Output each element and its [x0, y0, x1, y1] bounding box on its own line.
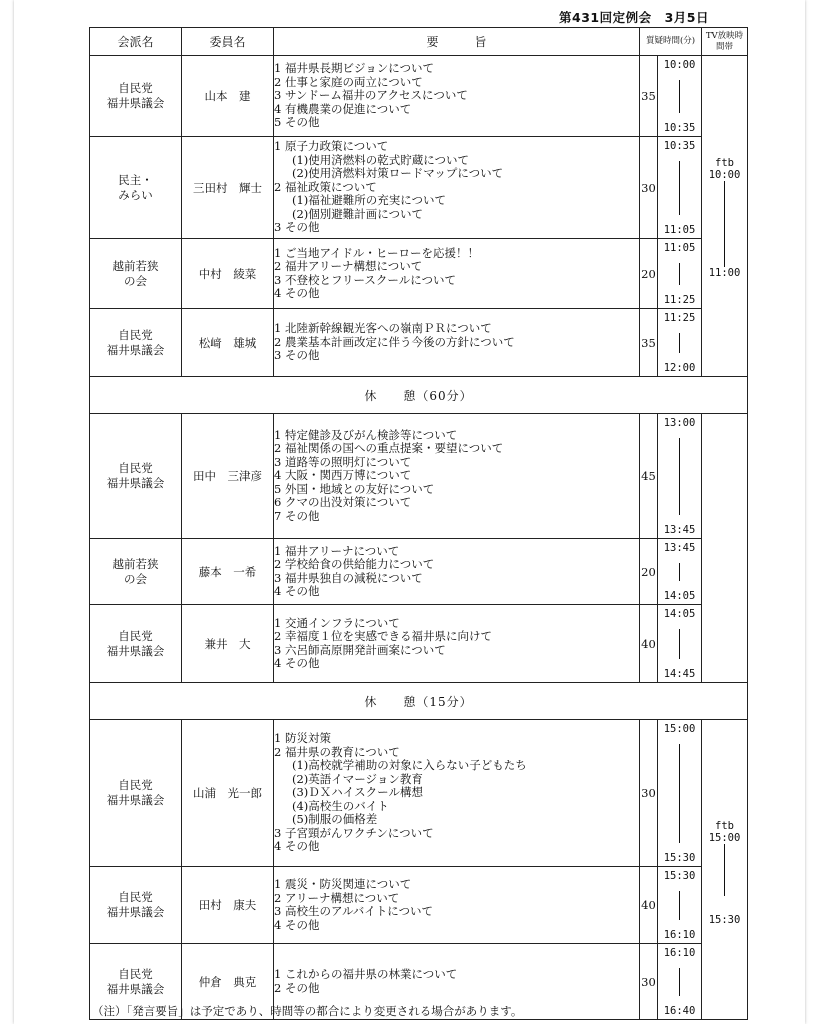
- end-time: 13:45: [663, 523, 696, 536]
- summary-item: (4)高校生のバイト: [292, 798, 389, 813]
- member-name: 三田村 輝士: [182, 137, 274, 239]
- duration-line: [679, 563, 680, 581]
- table-row: [90, 720, 748, 867]
- schedule-body: [90, 56, 748, 1020]
- faction-name: 自民党: [118, 966, 153, 981]
- start-time: 10:35: [663, 139, 696, 152]
- summary-item: 2 仕事と家庭の両立について: [274, 74, 423, 89]
- summary-item: 2 福祉関係の国への重点提案・要望について: [274, 441, 504, 456]
- tv-line: [724, 181, 725, 267]
- duration-line: [679, 80, 680, 113]
- faction-cell: [90, 720, 182, 867]
- tv-channel: ftb: [715, 157, 734, 169]
- summary-item: (5)制服の価格差: [292, 812, 378, 827]
- minutes-value: 35: [640, 56, 658, 137]
- summary-item: (3)ＤＸハイスクール構想: [292, 785, 423, 800]
- minutes-value: 30: [640, 944, 658, 1020]
- time-range: [658, 414, 702, 539]
- duration-line: [679, 891, 680, 920]
- time-range: [658, 539, 702, 605]
- start-time: 11:25: [663, 311, 696, 324]
- end-time: 16:40: [663, 1004, 696, 1017]
- header-faction: 会派名: [90, 28, 182, 56]
- summary-cell: [274, 720, 640, 867]
- faction-name: みらい: [118, 187, 153, 202]
- faction-name: 福井県議会: [106, 643, 165, 658]
- member-name: 山浦 光一郎: [182, 720, 274, 867]
- summary-item: (1)使用済燃料の乾式貯蔵について: [292, 152, 470, 167]
- duration-line: [679, 333, 680, 353]
- faction-cell: [90, 137, 182, 239]
- faction-name: 福井県議会: [106, 476, 165, 490]
- minutes-value: 20: [640, 539, 658, 605]
- faction-name: 自民党: [118, 778, 153, 792]
- start-time: 15:30: [663, 869, 696, 882]
- faction-name: 福井県議会: [106, 981, 165, 996]
- start-time: 14:05: [663, 607, 696, 620]
- summary-item: 1 北陸新幹線観光客への嶺南ＰＲについて: [274, 321, 492, 336]
- minutes-value: 30: [640, 137, 658, 239]
- tv-start: 15:00: [708, 831, 741, 844]
- end-time: 16:10: [663, 928, 696, 941]
- break-label: 休 憩（15分）: [90, 683, 748, 720]
- duration-line: [679, 629, 680, 659]
- table-row: [90, 309, 748, 377]
- summary-item: 7 その他: [274, 508, 320, 523]
- break-row: [90, 377, 748, 414]
- faction-cell: [90, 539, 182, 605]
- faction-name: 自民党: [118, 461, 153, 475]
- table-row: [90, 539, 748, 605]
- tv-end: 11:00: [708, 267, 741, 279]
- tv-slot: [702, 56, 748, 377]
- faction-cell: [90, 56, 182, 137]
- table-row: [90, 137, 748, 239]
- member-name: 田村 康夫: [182, 867, 274, 944]
- summary-item: 3 その他: [274, 348, 320, 363]
- summary-item: 2 その他: [274, 980, 320, 995]
- tv-slot-empty: [702, 414, 748, 683]
- summary-item: 3 不登校とフリースクールについて: [274, 272, 456, 287]
- header-tv: TV放映時間帯: [702, 28, 748, 56]
- end-time: 11:25: [663, 293, 696, 306]
- tv-start: 10:00: [708, 169, 741, 181]
- duration-line: [679, 263, 680, 285]
- summary-item: 3 その他: [274, 220, 320, 235]
- end-time: 10:35: [663, 121, 696, 134]
- faction-name: 福井県議会: [106, 96, 165, 110]
- tv-channel: ftb: [715, 819, 734, 832]
- start-time: 11:05: [663, 241, 696, 254]
- summary-item: 2 農業基本計画改定に伴う今後の方針について: [274, 334, 515, 349]
- summary-item: 4 その他: [274, 917, 320, 932]
- duration-line: [679, 968, 680, 996]
- summary-item: 1 福井アリーナについて: [274, 543, 400, 558]
- member-name: 兼井 大: [182, 605, 274, 683]
- meeting-title: 第431回定例会 3月5日: [559, 10, 709, 25]
- minutes-value: 40: [640, 867, 658, 944]
- table-row: [90, 867, 748, 944]
- faction-cell: [90, 605, 182, 683]
- end-time: 14:05: [663, 589, 696, 602]
- start-time: 15:00: [663, 722, 696, 735]
- footnote: （注）「発言要旨」は予定であり、時間等の都合により変更される場合があります。: [92, 1004, 523, 1018]
- member-name: 松﨑 雄城: [182, 309, 274, 377]
- summary-item: 1 ご当地アイドル・ヒーローを応援！！: [274, 245, 479, 260]
- summary-cell: [274, 605, 640, 683]
- end-time: 12:00: [663, 361, 696, 374]
- start-time: 13:45: [663, 541, 696, 554]
- faction-name: 越前若狭: [112, 258, 159, 273]
- faction-name: 民主・: [118, 172, 153, 187]
- summary-item: 2 福井アリーナ構想について: [274, 259, 423, 273]
- summary-cell: [274, 137, 640, 239]
- start-time: 13:00: [663, 416, 696, 429]
- end-time: 11:05: [663, 223, 696, 236]
- faction-name: 越前若狭: [112, 556, 159, 571]
- summary-item: 4 その他: [274, 839, 320, 854]
- end-time: 15:30: [663, 851, 696, 864]
- summary-item: 6 クマの出没対策について: [274, 495, 412, 510]
- table-row: [90, 56, 748, 137]
- summary-cell: [274, 239, 640, 309]
- break-label: 休 憩（60分）: [90, 377, 748, 414]
- summary-item: 5 外国・地域との友好について: [274, 481, 435, 496]
- duration-line: [679, 438, 680, 515]
- break-row: [90, 683, 748, 720]
- summary-cell: [274, 309, 640, 377]
- summary-item: 1 震災・防災関連について: [274, 877, 412, 891]
- faction-name: 福井県議会: [106, 342, 165, 357]
- faction-name: 自民党: [118, 327, 153, 342]
- summary-item: 1 福井県長期ビジョンについて: [274, 61, 435, 76]
- member-name: 田中 三津彦: [182, 414, 274, 539]
- duration-line: [679, 744, 680, 843]
- summary-item: (1)福祉避難所の充実について: [292, 193, 447, 208]
- summary-item: 4 有機農業の促進について: [274, 101, 412, 116]
- summary-item: 5 その他: [274, 115, 320, 130]
- faction-name: 自民党: [118, 628, 153, 643]
- time-range: [658, 944, 702, 1020]
- summary-item: 2 アリーナ構想について: [274, 890, 400, 905]
- minutes-value: 20: [640, 239, 658, 309]
- summary-item: 3 高校生のアルバイトについて: [274, 904, 433, 918]
- faction-cell: [90, 867, 182, 944]
- summary-item: 4 その他: [274, 656, 320, 670]
- end-time: 14:45: [663, 667, 696, 680]
- time-range: [658, 56, 702, 137]
- summary-item: 3 六呂師高原開発計画案について: [274, 642, 446, 657]
- faction-name: 福井県議会: [106, 793, 165, 807]
- table-row: [90, 414, 748, 539]
- table-row: [90, 239, 748, 309]
- tv-end: 15:30: [708, 913, 741, 926]
- member-name: 山本 建: [182, 56, 274, 137]
- minutes-value: 45: [640, 414, 658, 539]
- duration-line: [679, 161, 680, 215]
- schedule-table: [89, 27, 748, 1020]
- header-time: 質疑時間(分): [640, 28, 702, 56]
- faction-name: 福井県議会: [106, 905, 165, 919]
- faction-name: 自民党: [118, 81, 153, 95]
- summary-item: 2 幸福度１位を実感できる福井県に向けて: [274, 629, 492, 643]
- summary-item: 1 特定健診及びがん検診等について: [274, 427, 458, 442]
- member-name: 中村 綾菜: [182, 239, 274, 309]
- summary-cell: [274, 867, 640, 944]
- time-range: [658, 309, 702, 377]
- summary-item: 4 その他: [274, 584, 320, 598]
- summary-item: 3 サンドーム福井のアクセスについて: [274, 88, 468, 103]
- summary-cell: [274, 56, 640, 137]
- summary-item: 1 防災対策: [274, 731, 331, 746]
- summary-item: 3 子宮頸がんワクチンについて: [274, 825, 434, 840]
- faction-name: の会: [124, 273, 147, 288]
- faction-name: の会: [124, 571, 147, 586]
- summary-item: 2 福井県の教育について: [274, 744, 400, 759]
- time-range: [658, 605, 702, 683]
- time-range: [658, 137, 702, 239]
- summary-item: (1)高校就学補助の対象に入らない子どもたち: [292, 758, 527, 773]
- summary-item: 1 原子力政策について: [274, 139, 389, 154]
- summary-cell: [274, 539, 640, 605]
- summary-cell: [274, 414, 640, 539]
- summary-item: (2)英語イマージョン教育: [292, 771, 423, 786]
- summary-item: 1 交通インフラについて: [274, 615, 400, 630]
- header-member: 委員名: [182, 28, 274, 56]
- minutes-value: 35: [640, 309, 658, 377]
- summary-item: (2)使用済燃料対策ロードマップについて: [292, 166, 504, 181]
- summary-item: 3 道路等の照明灯について: [274, 454, 412, 469]
- faction-cell: [90, 414, 182, 539]
- start-time: 16:10: [663, 946, 696, 959]
- summary-item: 4 その他: [274, 286, 320, 300]
- faction-cell: [90, 309, 182, 377]
- minutes-value: 30: [640, 720, 658, 867]
- summary-item: 3 福井県独自の減税について: [274, 570, 423, 585]
- start-time: 10:00: [663, 58, 696, 71]
- table-row: [90, 605, 748, 683]
- minutes-value: 40: [640, 605, 658, 683]
- member-name: 藤本 一希: [182, 539, 274, 605]
- summary-item: 1 これからの福井県の林業について: [274, 967, 458, 981]
- summary-item: 2 福祉政策について: [274, 179, 377, 194]
- tv-slot: [702, 720, 748, 1020]
- faction-cell: [90, 239, 182, 309]
- summary-item: 2 学校給食の供給能力について: [274, 557, 435, 571]
- header-summary: 要 旨: [274, 28, 640, 56]
- member-name: 仲倉 典克: [182, 944, 274, 1020]
- summary-item: (2)個別避難計画について: [292, 206, 424, 221]
- summary-item: 4 大阪・関西万博について: [274, 468, 412, 483]
- time-range: [658, 867, 702, 944]
- tv-line: [724, 844, 725, 896]
- time-range: [658, 720, 702, 867]
- time-range: [658, 239, 702, 309]
- faction-name: 自民党: [118, 890, 153, 904]
